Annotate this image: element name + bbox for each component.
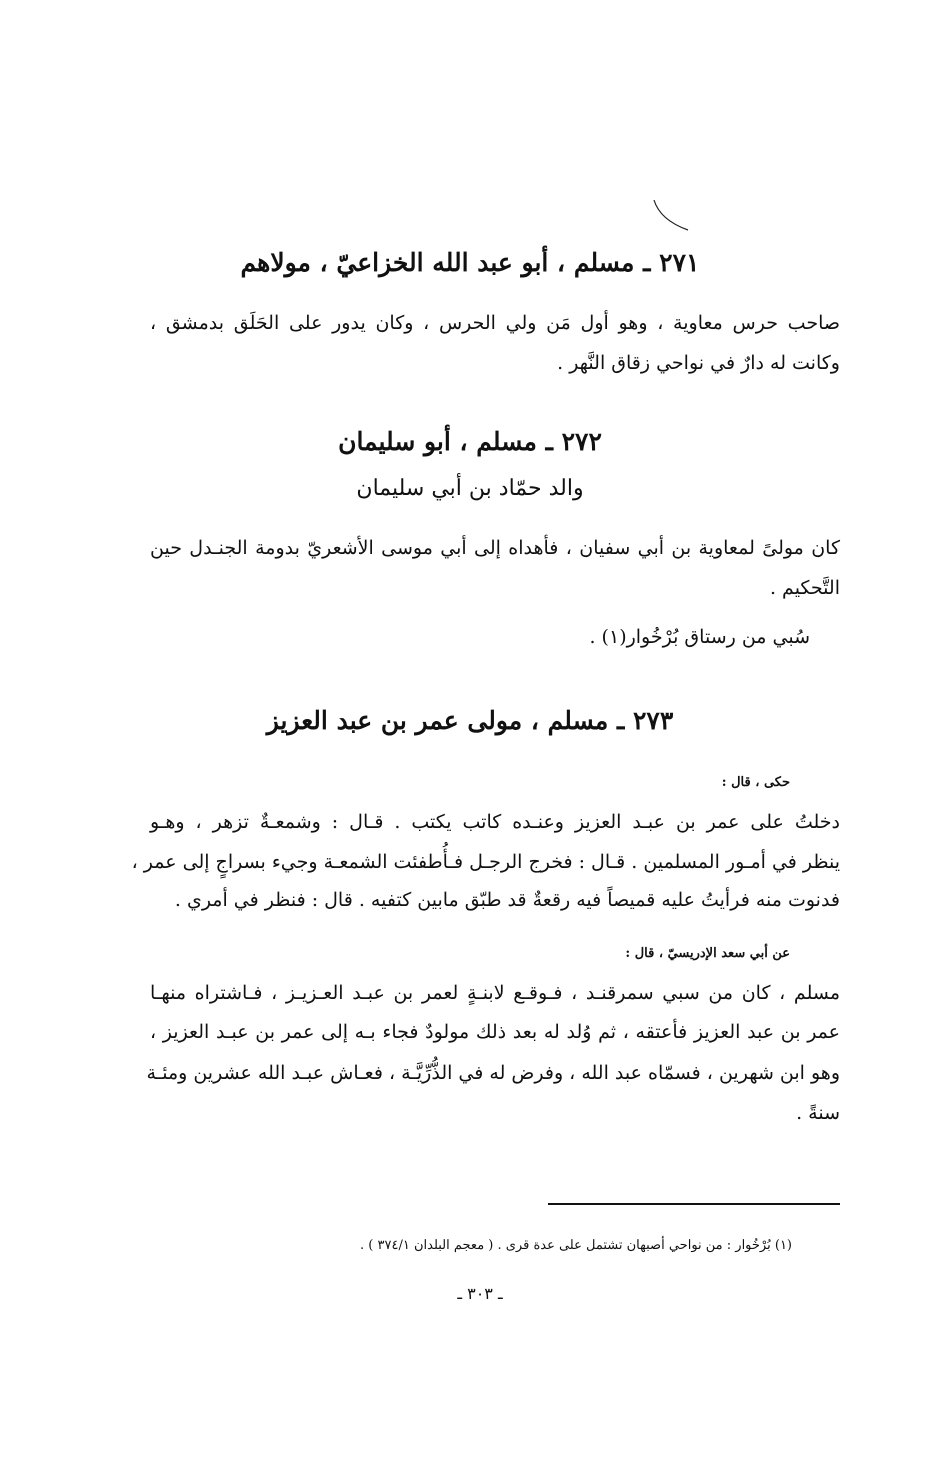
narration-2-line-3: وهو ابن شهرين ، فسمّاه عبد الله ، وفرض له في الذُّرِّيَّـة ، فعـاش عبـد الله عشرين ومئـة	[146, 1062, 840, 1084]
entry-271-line-1: صاحب حرس معاوية ، وهو أول مَن ولي الحرس ، وكان يدور على الحَلَق بدمشق ،	[150, 312, 840, 334]
entry-272-line-1: كان مولىً لمعاوية بن أبي سفيان ، فأهداه إلى أبي موسى الأشعريّ بدومة الجنـدل حين	[150, 537, 840, 559]
entry-271-line-2: وكانت له دارٌ في نواحي زقاق النَّهر .	[557, 352, 840, 374]
narration-1-intro: حكى ، قال :	[721, 775, 790, 790]
narration-1-line-1: دخلتُ على عمر بن عبـد العزيز وعنـده كاتب يكتب . قـال : وشمعـةٌ تزهر ، وهـو	[150, 811, 840, 833]
entry-272-subtitle: والد حمّاد بن أبي سليمان	[356, 476, 584, 501]
narration-2-line-1: مسلم ، كان من سبي سمرقنـد ، فـوقـع لابنـةٍ لعمر بن عبـد العـزيـز ، فـاشتراه منهـا	[150, 982, 840, 1004]
entry-272-line-3: سُبي من رستاق بُرْخُوار(١) .	[589, 626, 810, 648]
narration-1-line-3: فدنوت منه فرأيتُ عليه قميصاً فيه رقعةٌ قد طبّق مابين كتفيه . قال : فنظر في أمري .	[174, 889, 840, 911]
footnote: (١) بُرْخُوار : من نواحي أصبهان تشتمل على عدة قرى . ( معجم البلدان ٣٧٤/١ ) .	[360, 1238, 792, 1253]
narration-2-intro: عن أبي سعد الإدريسيّ ، قال :	[625, 946, 790, 961]
entry-272-line-2: التَّحكيم .	[769, 577, 840, 599]
narration-1-line-2: ينظر في أمـور المسلمين . قـال : فخرج الرجـل فـأُطفئت الشمعـة وجيء بسراجٍ إلى عمر ،	[131, 851, 840, 873]
narration-2-line-4: سنةً .	[796, 1102, 840, 1124]
entry-272-title: ٢٧٢ ـ مسلم ، أبو سليمان	[338, 427, 602, 456]
entry-273-title: ٢٧٣ ـ مسلم ، مولى عمر بن عبد العزيز	[266, 706, 674, 735]
entry-271-title: ٢٧١ ـ مسلم ، أبو عبد الله الخزاعيّ ، مولاهم	[240, 248, 700, 277]
narration-2-line-2: عمر بن عبد العزيز فأعتقه ، ثم وُلد له بعد ذلك مولودٌ فجاء بـه إلى عمر بن عبـد العزيز ،	[150, 1021, 840, 1043]
page-number: ـ ٣٠٣ ـ	[457, 1284, 503, 1303]
footnote-separator	[548, 1203, 840, 1205]
pen-stroke-mark	[650, 198, 690, 232]
